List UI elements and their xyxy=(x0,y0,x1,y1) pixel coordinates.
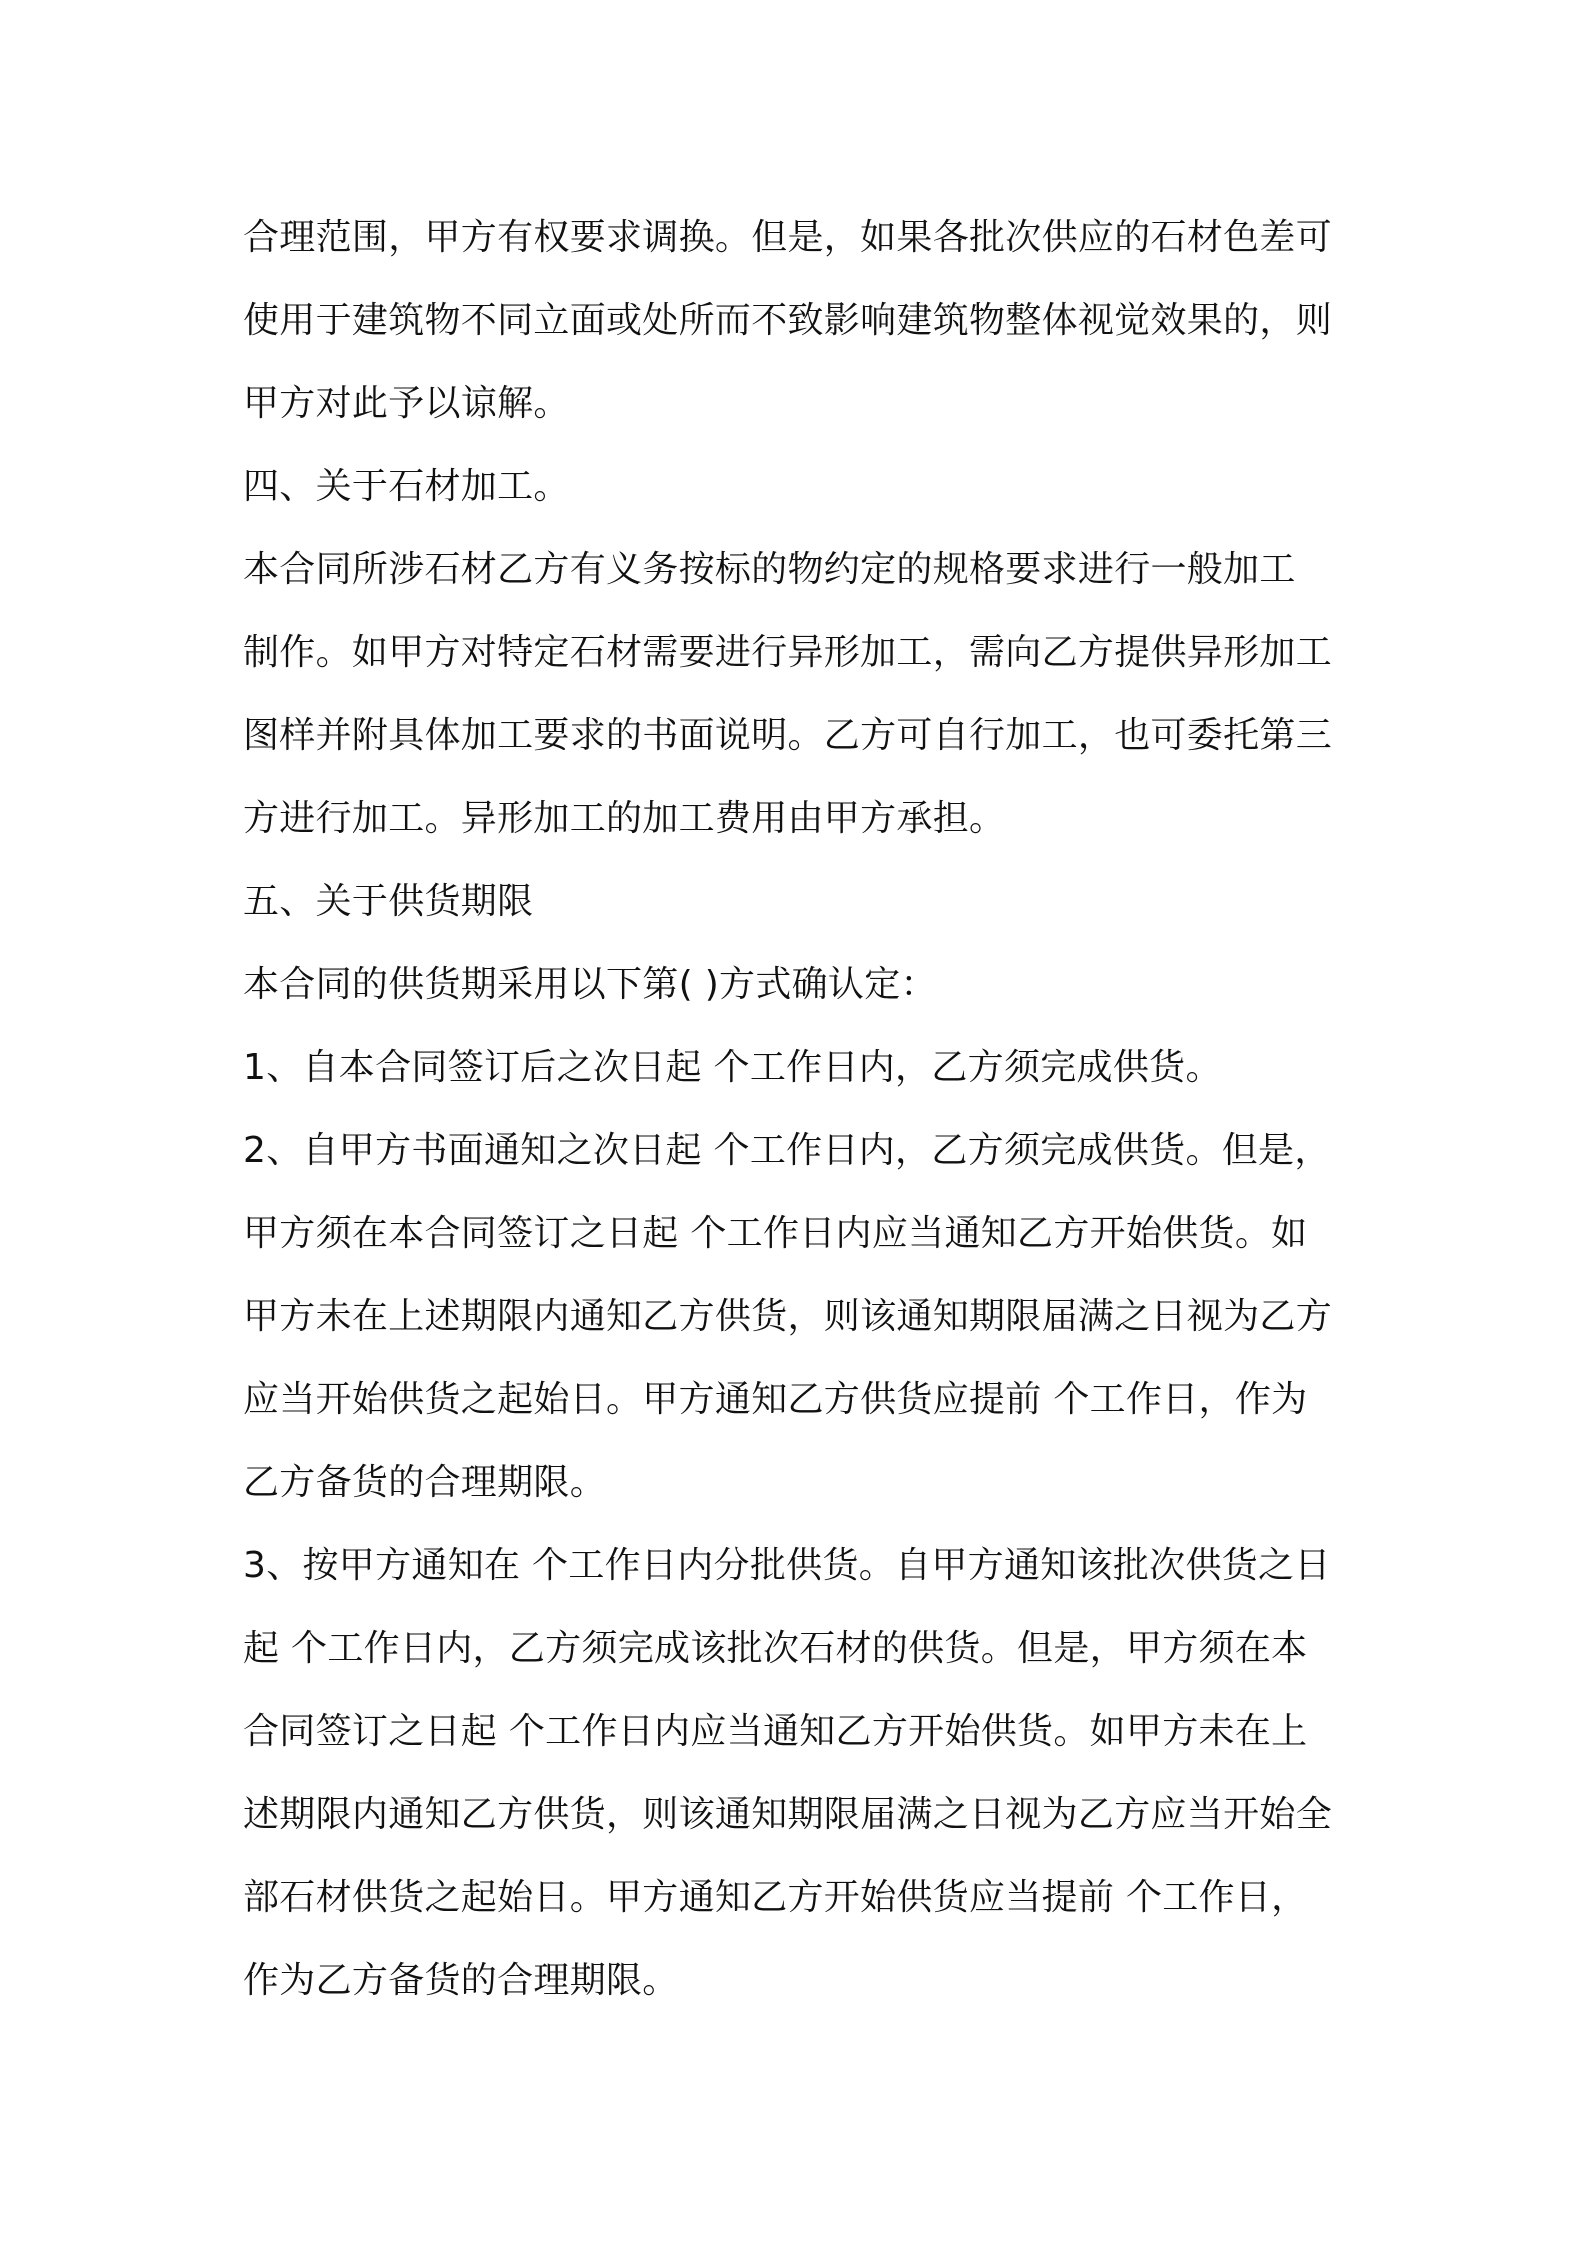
text-line: 甲方未在上述期限内通知乙方供货，则该通知期限届满之日视为乙方 xyxy=(243,1296,1333,1337)
text-line: 合理范围，甲方有权要求调换。但是，如果各批次供应的石材色差可 xyxy=(243,217,1333,258)
text-line: 应当开始供货之起始日。甲方通知乙方供货应提前 个工作日，作为 xyxy=(243,1379,1308,1420)
list-item-2: 2、自甲方书面通知之次日起 个工作日内，乙方须完成供货。但是， xyxy=(243,1130,1331,1171)
text-line: 本合同所涉石材乙方有义务按标的物约定的规格要求进行一般加工 xyxy=(243,549,1296,590)
text-line: 合同签订之日起 个工作日内应当通知乙方开始供货。如甲方未在上 xyxy=(243,1711,1308,1752)
text-line: 图样并附具体加工要求的书面说明。乙方可自行加工，也可委托第三 xyxy=(243,715,1333,756)
section-heading-5: 五、关于供货期限 xyxy=(243,881,534,922)
text-line: 乙方备货的合理期限。 xyxy=(243,1462,607,1503)
section-heading-4: 四、关于石材加工。 xyxy=(243,466,570,507)
text-line: 甲方对此予以谅解。 xyxy=(243,383,570,424)
text-line: 部石材供货之起始日。甲方通知乙方开始供货应当提前 个工作日， xyxy=(243,1877,1308,1918)
text-line: 作为乙方备货的合理期限。 xyxy=(243,1960,679,2001)
text-line: 方进行加工。异形加工的加工费用由甲方承担。 xyxy=(243,798,1006,839)
document-body xyxy=(243,196,1363,2022)
text-line: 使用于建筑物不同立面或处所而不致影响建筑物整体视觉效果的，则 xyxy=(243,300,1333,341)
text-line: 甲方须在本合同签订之日起 个工作日内应当通知乙方开始供货。如 xyxy=(243,1213,1308,1254)
text-line: 述期限内通知乙方供货，则该通知期限届满之日视为乙方应当开始全 xyxy=(243,1794,1333,1835)
text-line: 起 个工作日内，乙方须完成该批次石材的供货。但是，甲方须在本 xyxy=(243,1628,1308,1669)
text-line: 制作。如甲方对特定石材需要进行异形加工，需向乙方提供异形加工 xyxy=(243,632,1333,673)
text-line: 本合同的供货期采用以下第( )方式确认定： xyxy=(243,964,937,1005)
list-item-3: 3、按甲方通知在 个工作日内分批供货。自甲方通知该批次供货之日 xyxy=(243,1545,1331,1586)
list-item-1: 1、自本合同签订后之次日起 个工作日内，乙方须完成供货。 xyxy=(243,1047,1222,1088)
